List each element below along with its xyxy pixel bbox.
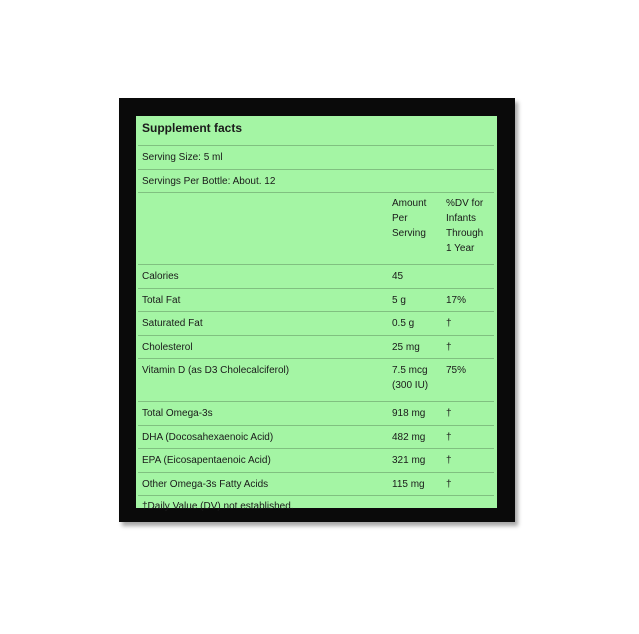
table-row <box>138 335 494 359</box>
table-row <box>138 472 494 496</box>
nutrient-name: DHA (Docosahexaenoic Acid) <box>138 425 388 449</box>
footnote: †Daily Value (DV) not established. <box>142 501 294 512</box>
table-row <box>138 402 494 426</box>
label-frame <box>119 98 515 522</box>
table-row <box>138 312 494 336</box>
servings-per-bottle-row <box>138 169 494 193</box>
nutrient-dv: 17% <box>442 288 494 312</box>
table-row <box>138 288 494 312</box>
nutrient-amount: 482 mg <box>388 425 442 449</box>
table-row <box>138 425 494 449</box>
servings-per-bottle: Servings Per Bottle: About. 12 <box>138 169 494 193</box>
column-header-row <box>138 193 494 265</box>
nutrient-amount: 321 mg <box>388 449 442 473</box>
nutrient-dv: † <box>442 402 494 426</box>
table-row <box>138 449 494 473</box>
nutrient-name: Vitamin D (as D3 Cholecalciferol) <box>138 359 388 402</box>
nutrient-dv: † <box>442 312 494 336</box>
nutrient-name: Total Omega-3s <box>138 402 388 426</box>
supplement-facts-panel <box>136 116 497 512</box>
nutrient-name: Other Omega-3s Fatty Acids <box>138 472 388 496</box>
nutrient-name: Cholesterol <box>138 335 388 359</box>
nutrient-dv: † <box>442 449 494 473</box>
nutrient-amount: 45 <box>388 265 442 289</box>
supplement-facts-table <box>138 116 494 519</box>
footnote-row <box>138 496 494 520</box>
nutrient-dv: † <box>442 425 494 449</box>
nutrient-amount: 918 mg <box>388 402 442 426</box>
nutrient-dv: † <box>442 335 494 359</box>
nutrient-name: EPA (Eicosapentaenoic Acid) <box>138 449 388 473</box>
table-row <box>138 265 494 289</box>
nutrient-name: Total Fat <box>138 288 388 312</box>
nutrient-name: Saturated Fat <box>138 312 388 336</box>
serving-size: Serving Size: 5 ml <box>138 146 494 170</box>
nutrient-dv: 75% <box>442 359 494 402</box>
table-row <box>138 359 494 402</box>
nutrient-amount: 115 mg <box>388 472 442 496</box>
table-title: Supplement facts <box>138 116 494 146</box>
nutrient-amount: 25 mg <box>388 335 442 359</box>
nutrient-amount: 0.5 g <box>388 312 442 336</box>
nutrient-name: Calories <box>138 265 388 289</box>
dv-header: %DV for Infants Through 1 Year <box>442 193 494 265</box>
amount-header: Amount Per Serving <box>388 193 442 265</box>
nutrient-amount: 5 g <box>388 288 442 312</box>
nutrient-dv <box>442 265 494 289</box>
serving-size-row <box>138 146 494 170</box>
header-empty-cell <box>138 193 388 265</box>
title-row <box>138 116 494 146</box>
nutrient-dv: † <box>442 472 494 496</box>
nutrient-amount: 7.5 mcg (300 IU) <box>388 359 442 402</box>
